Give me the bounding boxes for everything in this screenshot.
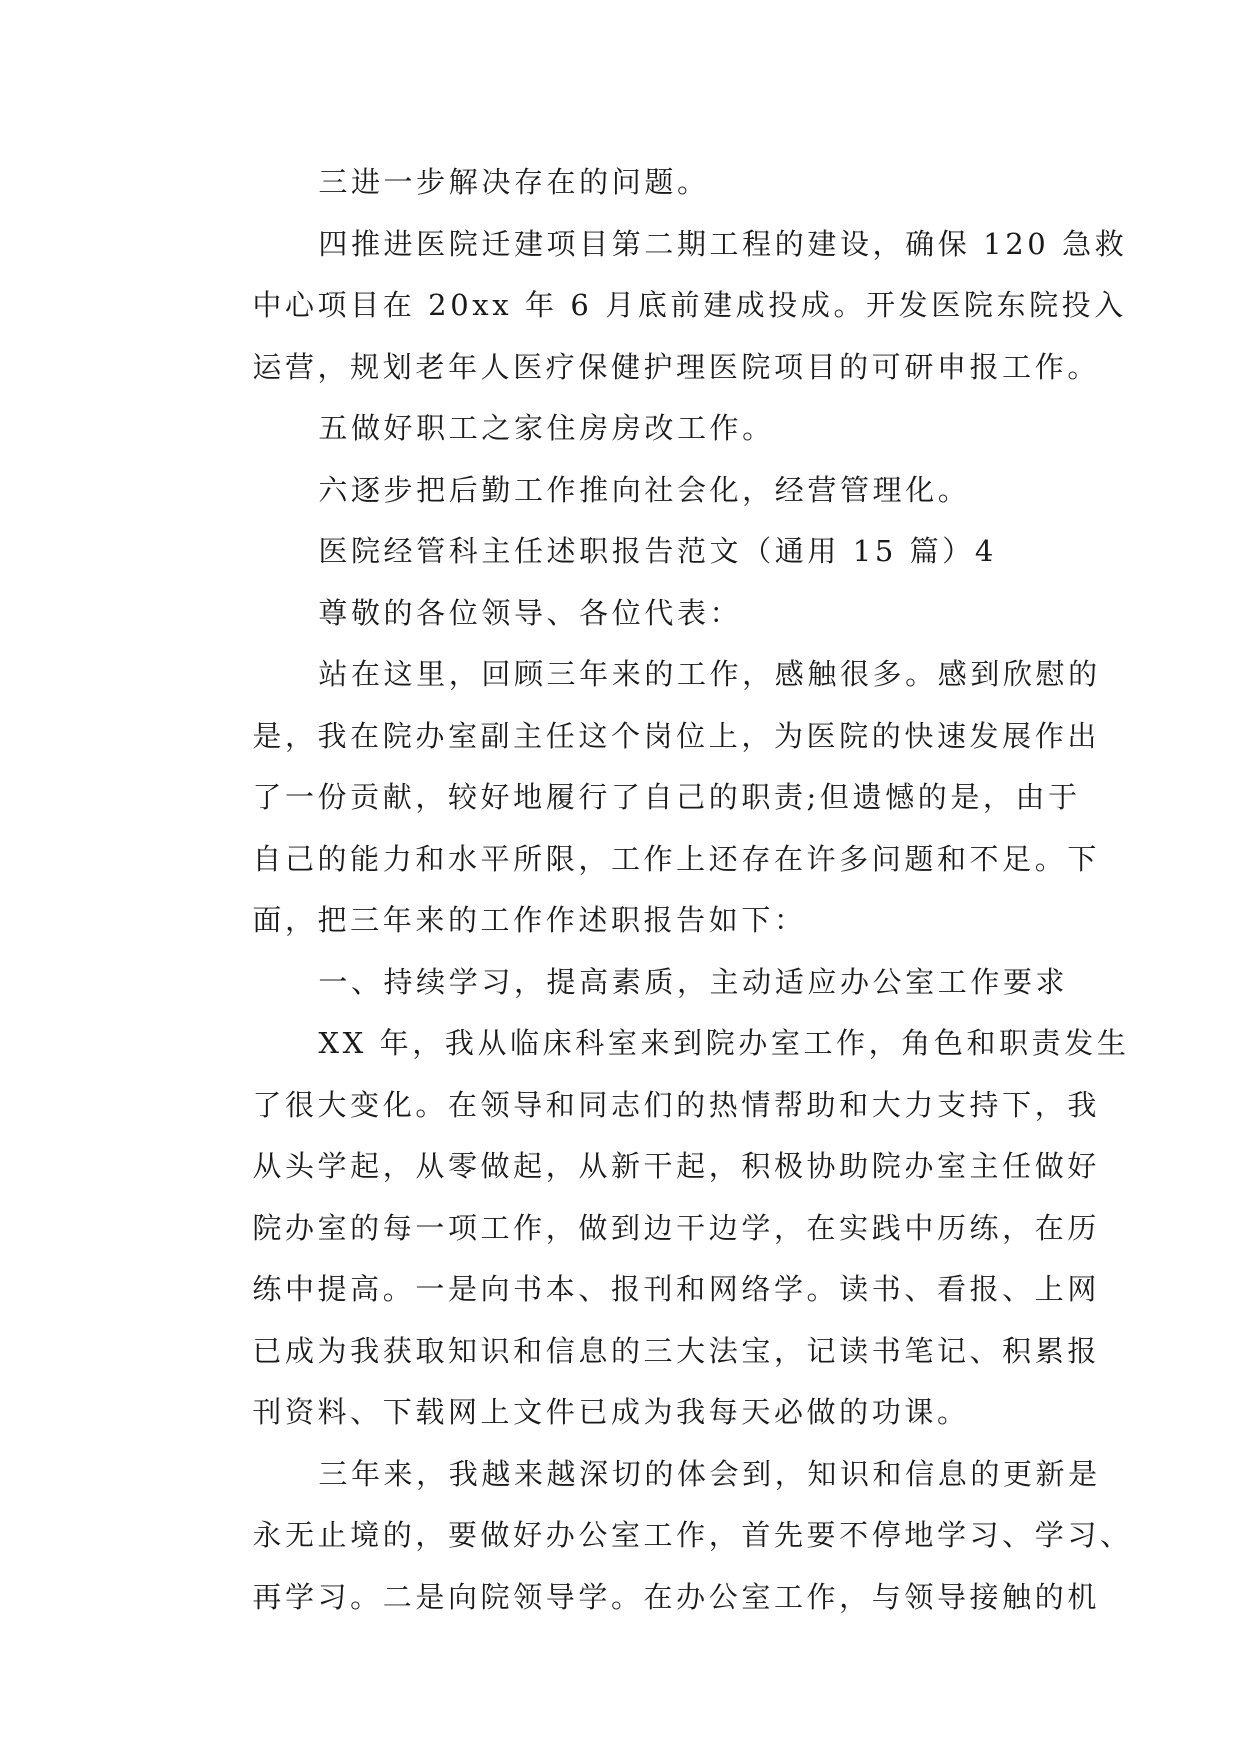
text-line: 站在这里，回顾三年来的工作，感触很多。感到欣慰的 xyxy=(318,657,1101,691)
paragraph xyxy=(190,1013,1130,1444)
subsection-heading xyxy=(190,952,1069,1014)
salutation xyxy=(190,583,1050,645)
text-line: 已成为我获取知识和信息的三大法宝，记读书笔记、积累报 xyxy=(252,1333,1100,1368)
text-line: 自己的能力和水平所限，工作上还存在许多问题和不足。下 xyxy=(252,841,1100,876)
paragraph xyxy=(190,214,1128,399)
text-line: 六逐步把后勤工作推向社会化，经营管理化。 xyxy=(318,472,971,507)
document-body xyxy=(190,152,1133,1628)
text-line: 医院经管科主任述职报告范文（通用 15 篇）4 xyxy=(318,534,997,568)
text-line: 中心项目在 20xx 年 6 月底前建成投成。开发医院东院投入 xyxy=(252,288,1127,322)
text-line: 刊资料、下载网上文件已成为我每天必做的功课。 xyxy=(252,1395,970,1429)
text-line: 四推进医院迁建项目第二期工程的建设，确保 120 急救 xyxy=(318,226,1128,261)
text-line: 运营，规划老年人医疗保健护理医院项目的可研申报工作。 xyxy=(252,349,1100,384)
paragraph xyxy=(190,1444,1133,1629)
text-line: 院办室的每一项工作，做到边干边学，在实践中历练，在历 xyxy=(252,1210,1100,1245)
text-line: 了很大变化。在领导和同志们的热情帮助和大力支持下，我 xyxy=(252,1087,1100,1122)
paragraph xyxy=(190,398,1050,460)
text-line: 面，把三年来的工作作述职报告如下： xyxy=(252,903,807,937)
paragraph xyxy=(190,644,1101,952)
paragraph xyxy=(190,152,1050,214)
text-line: 再学习。二是向院领导学。在办公室工作，与领导接触的机 xyxy=(252,1579,1100,1614)
text-line: 三年来，我越来越深切的体会到，知识和信息的更新是 xyxy=(318,1456,1101,1491)
text-line: 是，我在院办室副主任这个岗位上，为医院的快速发展作出 xyxy=(252,718,1100,753)
text-line: 三进一步解决存在的问题。 xyxy=(318,165,710,199)
text-line: 从头学起，从零做起，从新干起，积极协助院办室主任做好 xyxy=(252,1149,1100,1183)
text-line: XX 年，我从临床科室来到院办室工作，角色和职责发生 xyxy=(318,1026,1130,1060)
text-line: 了一份贡献，较好地履行了自己的职责;但遗憾的是，由于 xyxy=(252,780,1081,814)
text-line: 五做好职工之家住房房改工作。 xyxy=(318,411,775,445)
text-line: 永无止境的，要做好办公室工作，首先要不停地学习、学习、 xyxy=(252,1518,1133,1552)
paragraph xyxy=(190,460,1050,522)
text-line: 练中提高。一是向书本、报刊和网络学。读书、看报、上网 xyxy=(252,1272,1100,1306)
text-line: 一、持续学习，提高素质，主动适应办公室工作要求 xyxy=(318,964,1069,999)
text-line: 尊敬的各位领导、各位代表： xyxy=(318,595,743,630)
section-heading xyxy=(190,521,1050,583)
